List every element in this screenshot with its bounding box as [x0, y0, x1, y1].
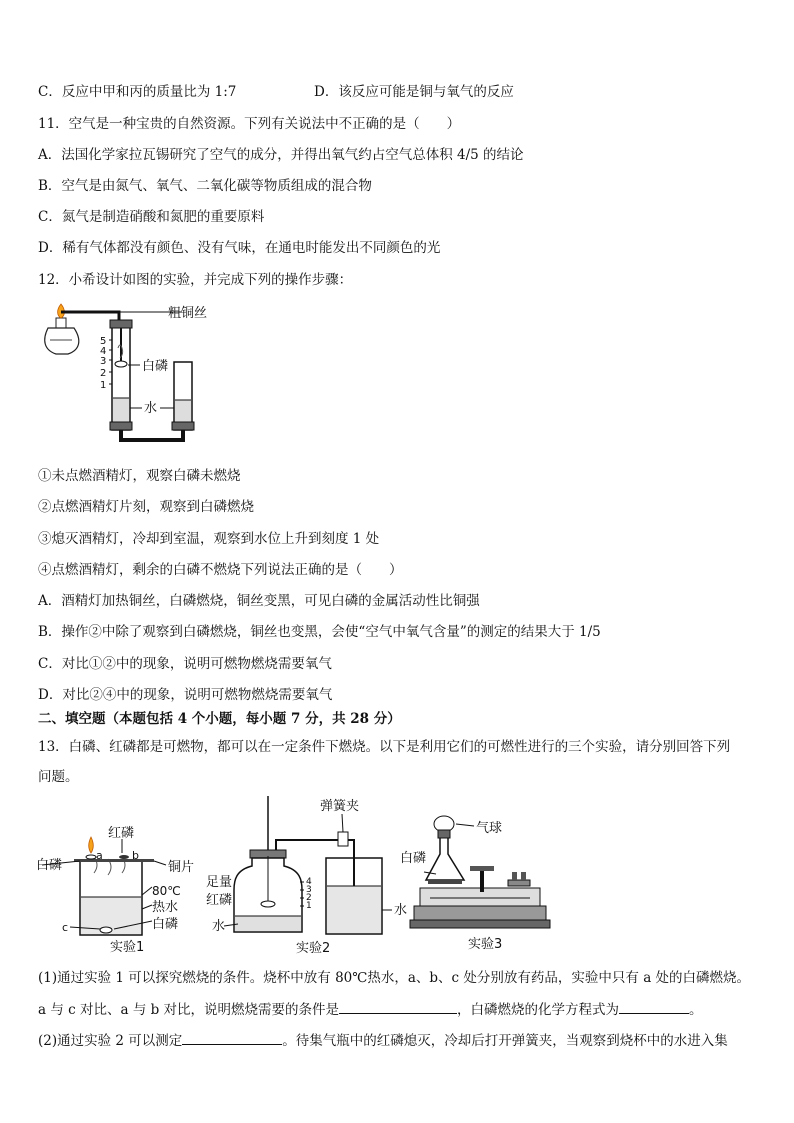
scale-label: 1: [100, 380, 107, 391]
water-label-bottle: 水: [212, 919, 226, 934]
label-b: b: [132, 849, 139, 862]
answer-blank-condition[interactable]: [339, 999, 457, 1014]
q13-part2-text-b: 。待集气瓶中的红磷熄灭，冷却后打开弹簧夹，当观察到烧杯中的水进入集: [282, 1033, 728, 1049]
q12-stem: 12．小希设计如图的实验，并完成下列的操作步骤：: [38, 272, 353, 288]
experiment-3-caption: 实验3: [468, 937, 503, 952]
q10-option-d: D．该反应可能是铜与氧气的反应: [314, 84, 514, 100]
white-phosphorus-label-2: 白磷: [152, 917, 179, 932]
q12-step-4: ④点燃酒精灯，剩余的白磷不燃烧下列说法正确的是（ ）: [38, 562, 403, 578]
q12-option-b: B．操作②中除了观察到白磷燃烧，铜丝也变黑，会使“空气中氧气含量”的测定的结果大于 1/5: [38, 624, 601, 640]
q13-part1-text-a: a 与 c 对比、a 与 b 对比，说明燃烧需要的条件是: [38, 1002, 340, 1018]
q12-apparatus-figure: [34, 300, 234, 450]
q11-option-b: B．空气是由氮气、氧气、二氧化碳等物质组成的混合物: [38, 178, 372, 194]
q13-part1-text-b: ，白磷燃烧的化学方程式为: [457, 1002, 620, 1018]
q13-stem-line1: 13．白磷、红磷都是可燃物，都可以在一定条件下燃烧。以下是利用它们的可燃性进行的三个实验，请分别回答下列: [38, 739, 731, 755]
q13-part1-line2: [38, 999, 703, 1020]
scale-label: 2: [306, 893, 312, 903]
q11-option-d: D．稀有气体都没有颜色、没有气味，在通电时能发出不同颜色的光: [38, 240, 441, 256]
answer-blank-equation[interactable]: [619, 999, 689, 1014]
scale-label: 3: [100, 356, 107, 367]
label-c: c: [62, 921, 69, 934]
q13-part1-text-c: 。: [689, 1002, 703, 1018]
q12-option-a: A．酒精灯加热铜丝，白磷燃烧，铜丝变黑，可见白磷的金属活动性比铜强: [38, 593, 480, 609]
q12-step-2: ②点燃酒精灯片刻，观察到白磷燃烧: [38, 499, 254, 515]
answer-blank-measure[interactable]: [182, 1030, 282, 1045]
q11-stem: 11．空气是一种宝贵的自然资源。下列有关说法中不正确的是（ ）: [38, 116, 461, 132]
white-phosphorus-label: 白磷: [400, 851, 427, 866]
q13-part2-line1: [38, 1030, 728, 1051]
experiment-1-figure: [36, 825, 206, 957]
experiment-2-figure: [206, 790, 414, 958]
red-phosphorus-label: 红磷: [206, 893, 233, 908]
white-phosphorus-label: 白磷: [142, 359, 169, 374]
spring-clamp-label: 弹簧夹: [320, 799, 360, 814]
q12-step-3: ③熄灭酒精灯，冷却到室温，观察到水位上升到刻度 1 处: [38, 531, 380, 547]
scale-label: 1: [306, 901, 312, 911]
q12-option-d: D．对比②④中的现象，说明可燃物燃烧需要氧气: [38, 687, 333, 703]
q13-stem-line2: 问题。: [38, 769, 79, 785]
experiment-3-figure: [400, 810, 566, 958]
balloon-label: 气球: [476, 821, 503, 836]
experiment-2-caption: 实验2: [296, 941, 331, 956]
q12-step-1: ①未点燃酒精灯，观察白磷未燃烧: [38, 468, 241, 484]
white-phosphorus-label: 白磷: [36, 858, 63, 873]
scale-label: 4: [306, 877, 312, 887]
hot-water-label: 热水: [152, 900, 179, 915]
q11-option-a: A．法国化学家拉瓦锡研究了空气的成分，并得出氧气约占空气总体积 4/5 的结论: [38, 147, 524, 163]
experiment-1-caption: 实验1: [110, 940, 145, 955]
temperature-label: 80℃: [152, 884, 181, 898]
q11-option-c: C．氮气是制造硝酸和氮肥的重要原料: [38, 209, 265, 225]
red-phosphorus-label: 红磷: [108, 826, 135, 841]
scale-label: 5: [100, 336, 107, 347]
q12-option-c: C．对比①②中的现象，说明可燃物燃烧需要氧气: [38, 656, 332, 672]
scale-label: 3: [306, 885, 312, 895]
scale-label: 4: [100, 346, 107, 357]
copper-sheet-label: 铜片: [168, 860, 195, 875]
q10-option-c: C．反应中甲和丙的质量比为 1:7: [38, 84, 237, 100]
copper-wire-label: 粗铜丝: [168, 306, 208, 321]
scale-label: 2: [100, 368, 107, 379]
water-label-beaker: 水: [394, 903, 408, 918]
label-a: a: [96, 849, 103, 862]
water-label: 水: [144, 401, 158, 416]
q13-part2-text-a: (2)通过实验 2 可以测定: [38, 1033, 183, 1049]
section-title: 二、填空题（本题包括 4 个小题，每小题 7 分，共 28 分）: [38, 711, 401, 727]
q13-part1-line1: (1)通过实验 1 可以探究燃烧的条件。烧杯中放有 80℃热水，a、b、c 处分别放有药品，实验中只有 a 处的白磷燃烧。: [38, 970, 751, 986]
sufficient-label: 足量: [206, 875, 233, 890]
